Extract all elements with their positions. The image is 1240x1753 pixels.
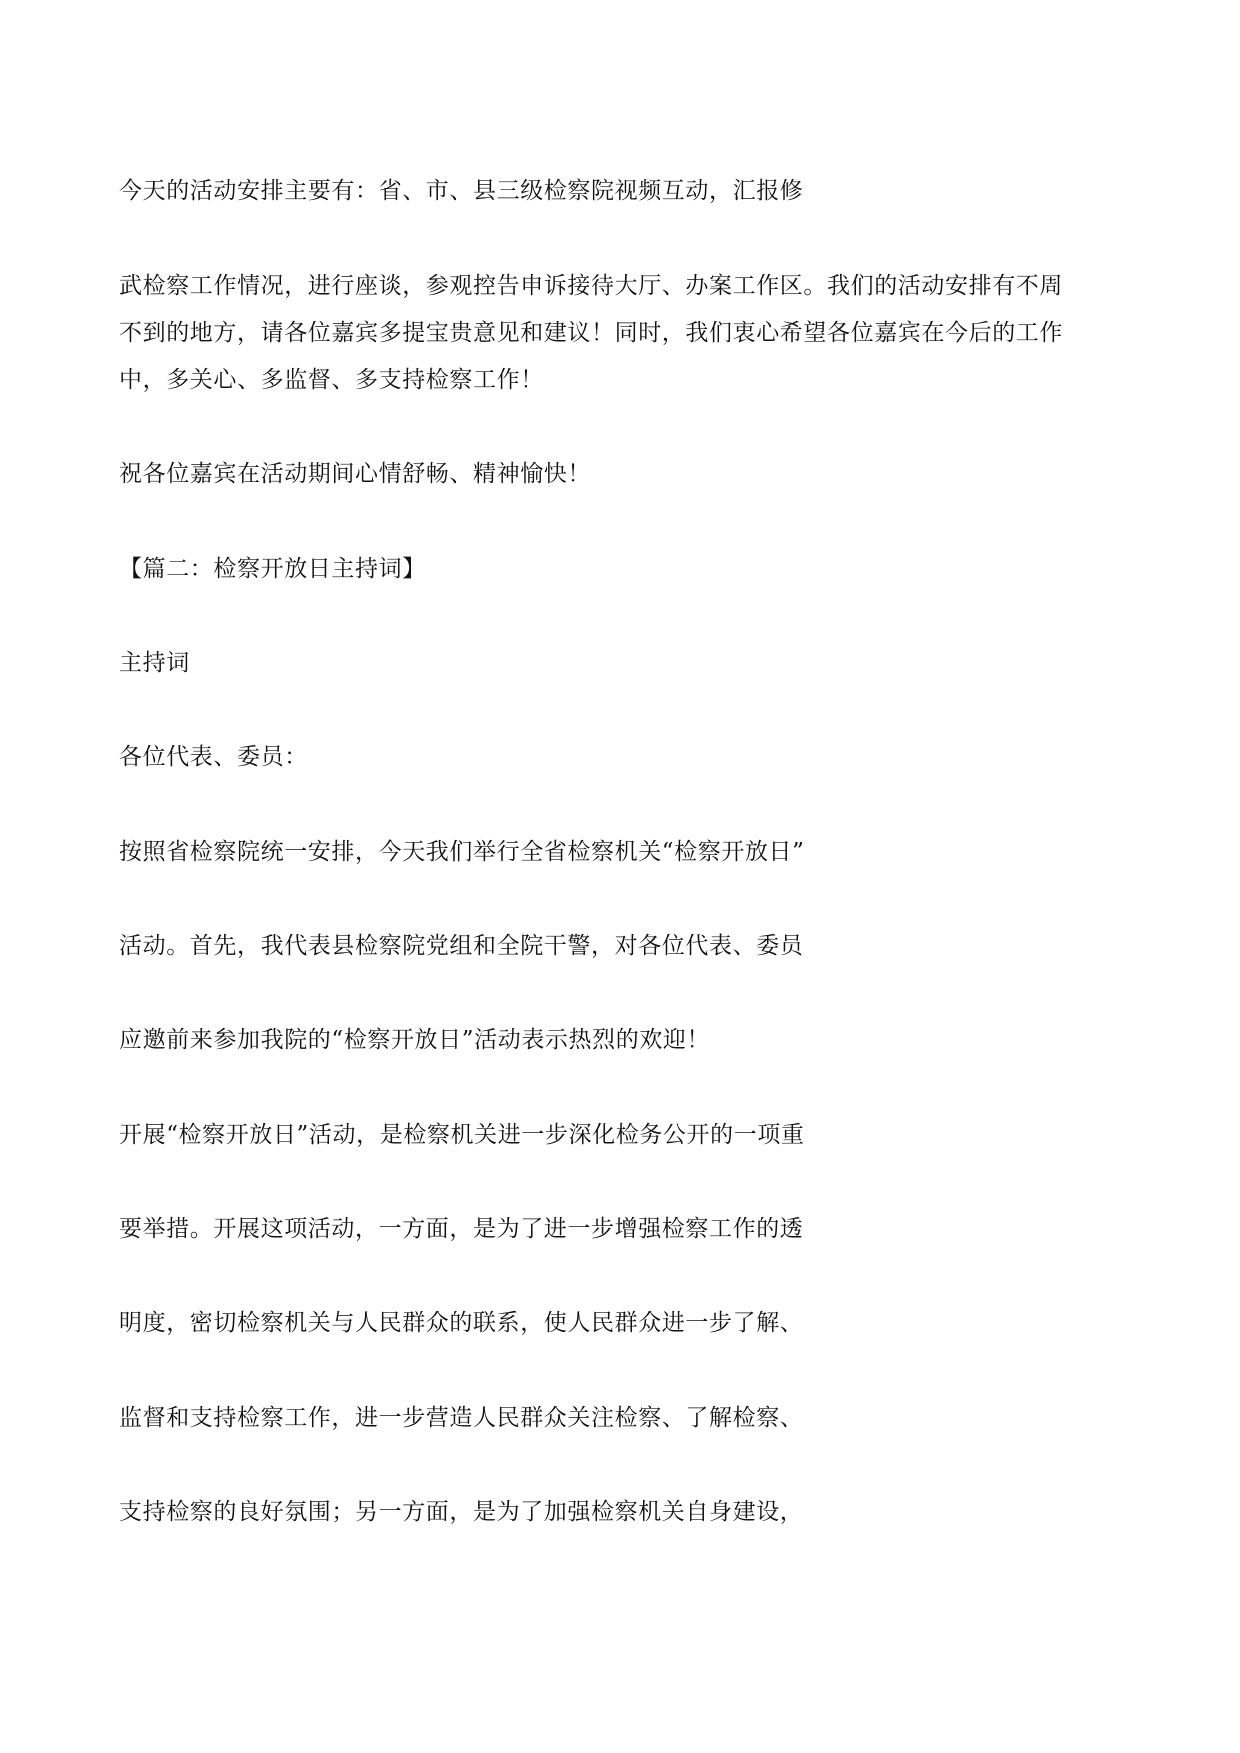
text-line: 按照省检察院统一安排，今天我们举行全省检察机关“检察开放日” (119, 839, 805, 865)
text-line: 监督和支持检察工作，进一步营造人民群众关注检察、了解检察、 (119, 1405, 804, 1431)
text-line: 祝各位嘉宾在活动期间心情舒畅、精神愉快！ (119, 461, 591, 487)
text-line: 支持检察的良好氛围；另一方面，是为了加强检察机关自身建设， (119, 1499, 804, 1525)
section-heading: 【篇二：检察开放日主持词】 (119, 556, 426, 582)
text-line: 主持词 (119, 650, 190, 676)
text-line: 明度，密切检察机关与人民群众的联系，使人民群众进一步了解、 (119, 1310, 804, 1336)
text-line: 活动。首先，我代表县检察院党组和全院干警，对各位代表、委员 (119, 933, 804, 959)
text-line: 不到的地方，请各位嘉宾多提宝贵意见和建议！同时，我们衷心希望各位嘉宾在今后的工作 (119, 320, 1063, 346)
text-line: 应邀前来参加我院的“检察开放日”活动表示热烈的欢迎！ (119, 1027, 711, 1053)
text-line: 中，多关心、多监督、多支持检察工作！ (119, 367, 544, 393)
text-line: 各位代表、委员： (119, 744, 308, 770)
text-line: 要举措。开展这项活动，一方面，是为了进一步增强检察工作的透 (119, 1216, 804, 1242)
text-line: 开展“检察开放日”活动，是检察机关进一步深化检务公开的一项重 (119, 1122, 805, 1148)
text-line: 今天的活动安排主要有：省、市、县三级检察院视频互动，汇报修 (119, 178, 804, 204)
text-line: 武检察工作情况，进行座谈，参观控告申诉接待大厅、办案工作区。我们的活动安排有不周 (119, 273, 1063, 299)
